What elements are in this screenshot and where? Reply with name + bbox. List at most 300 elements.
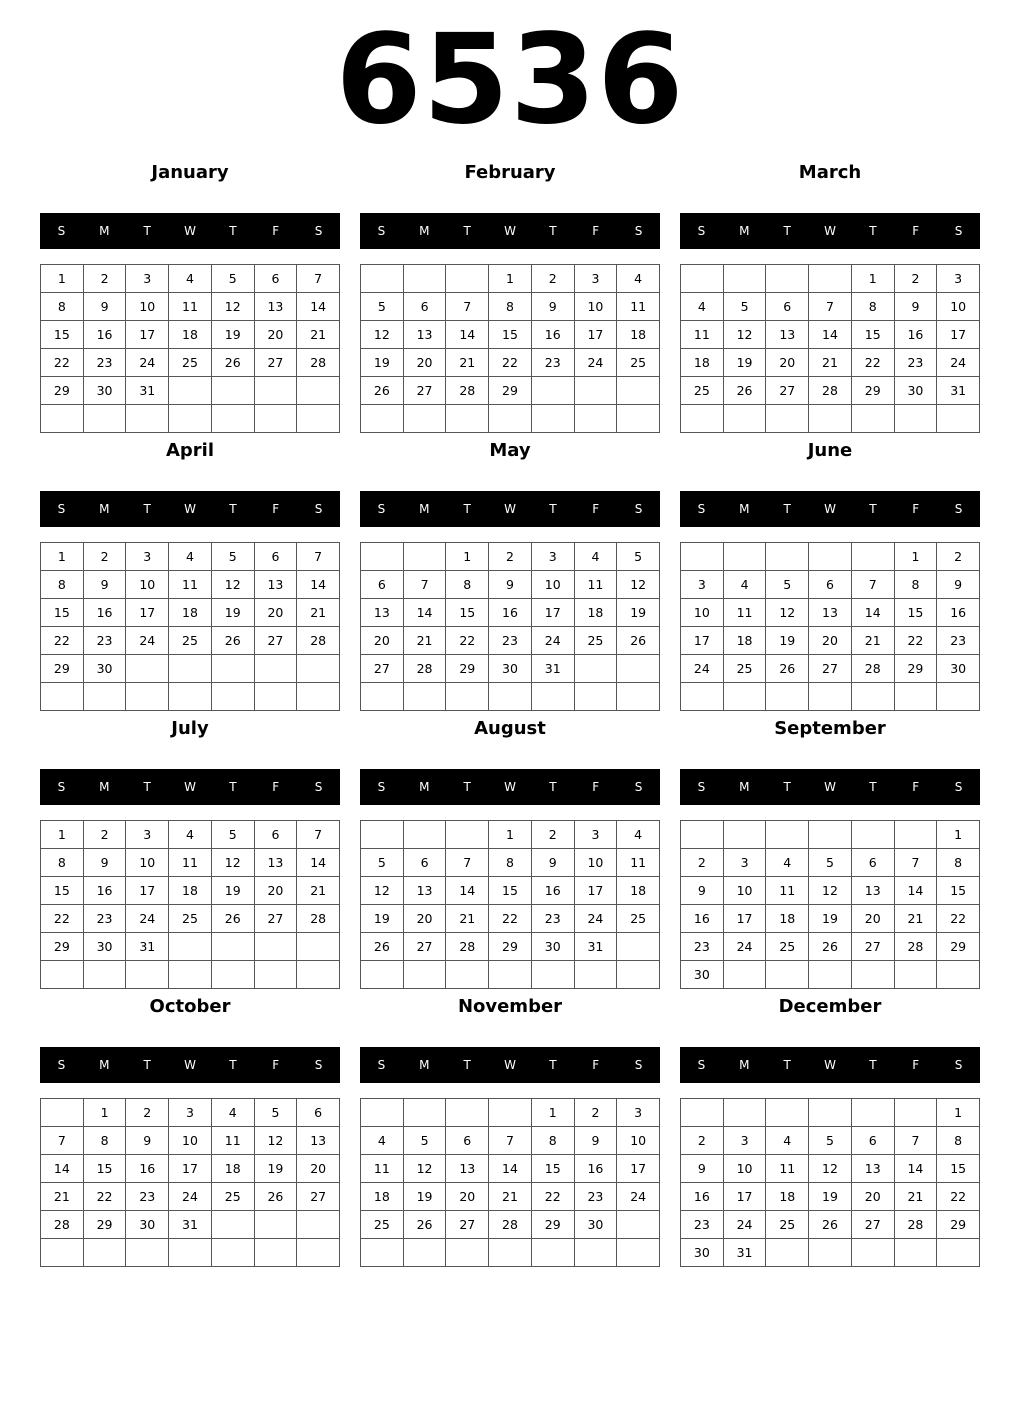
day-cell: 14: [895, 877, 938, 905]
weekday-label: S: [697, 780, 706, 794]
weekday-label: S: [314, 224, 323, 238]
day-cell: 4: [575, 543, 618, 571]
day-cell: [361, 1239, 404, 1267]
day-cell: 18: [681, 349, 724, 377]
day-cell: 7: [446, 849, 489, 877]
day-cell: 26: [361, 377, 404, 405]
day-cell: 24: [724, 1211, 767, 1239]
weekday-label: F: [272, 502, 280, 516]
day-cell: [681, 683, 724, 711]
day-cell: 23: [575, 1183, 618, 1211]
day-cell: 3: [126, 265, 169, 293]
day-cell: 15: [489, 321, 532, 349]
day-cell: [724, 1099, 767, 1127]
day-grid: [680, 264, 980, 433]
day-cell: 1: [41, 821, 84, 849]
day-cell: 10: [532, 571, 575, 599]
day-cell: 19: [212, 877, 255, 905]
day-cell: [852, 1099, 895, 1127]
day-cell: [724, 405, 767, 433]
weekday-label: S: [634, 224, 643, 238]
weekday-label: T: [783, 780, 791, 794]
day-cell: 28: [446, 933, 489, 961]
weekday-label: T: [143, 502, 151, 516]
day-cell: [41, 961, 84, 989]
weekday-label: S: [954, 224, 963, 238]
day-cell: 26: [361, 933, 404, 961]
day-cell: [766, 1099, 809, 1127]
month-name: July: [171, 718, 209, 739]
day-cell: [126, 1239, 169, 1267]
day-cell: [84, 961, 127, 989]
day-grid: [40, 542, 340, 711]
day-cell: 21: [809, 349, 852, 377]
day-cell: 12: [617, 571, 660, 599]
day-cell: 25: [617, 905, 660, 933]
day-cell: [255, 961, 298, 989]
day-cell: 31: [532, 655, 575, 683]
day-cell: [255, 1239, 298, 1267]
weekday-label: S: [954, 780, 963, 794]
weekday-label: W: [184, 780, 196, 794]
day-cell: [361, 543, 404, 571]
day-cell: 22: [84, 1183, 127, 1211]
weekday-label: T: [463, 780, 471, 794]
day-cell: [681, 405, 724, 433]
day-cell: 14: [446, 877, 489, 905]
day-cell: [575, 405, 618, 433]
weekday-header: [360, 769, 660, 805]
month-name: January: [151, 162, 229, 183]
day-cell: 29: [852, 377, 895, 405]
weekday-label: T: [143, 224, 151, 238]
day-cell: [126, 405, 169, 433]
day-cell: 8: [895, 571, 938, 599]
day-cell: 10: [724, 1155, 767, 1183]
day-cell: 3: [532, 543, 575, 571]
day-cell: 8: [489, 849, 532, 877]
day-cell: [895, 683, 938, 711]
day-cell: [809, 683, 852, 711]
day-cell: 1: [446, 543, 489, 571]
day-cell: 24: [724, 933, 767, 961]
weekday-label: S: [634, 1058, 643, 1072]
day-cell: 21: [297, 877, 340, 905]
day-cell: 21: [895, 1183, 938, 1211]
day-cell: 22: [489, 349, 532, 377]
month-september: [680, 716, 980, 989]
weekday-label: F: [272, 1058, 280, 1072]
day-cell: 29: [446, 655, 489, 683]
day-cell: [724, 961, 767, 989]
day-cell: 18: [169, 321, 212, 349]
day-cell: 30: [895, 377, 938, 405]
day-cell: [404, 821, 447, 849]
day-cell: [446, 1099, 489, 1127]
day-cell: 5: [404, 1127, 447, 1155]
day-cell: 9: [84, 849, 127, 877]
day-cell: 12: [809, 877, 852, 905]
day-cell: 13: [809, 599, 852, 627]
day-cell: 5: [212, 821, 255, 849]
day-cell: 19: [404, 1183, 447, 1211]
day-cell: 12: [404, 1155, 447, 1183]
day-cell: 25: [361, 1211, 404, 1239]
day-cell: 25: [169, 905, 212, 933]
day-cell: 15: [532, 1155, 575, 1183]
day-cell: 1: [937, 821, 980, 849]
day-cell: 2: [84, 543, 127, 571]
day-cell: [852, 821, 895, 849]
day-cell: 27: [446, 1211, 489, 1239]
day-cell: 29: [489, 377, 532, 405]
day-cell: [255, 933, 298, 961]
day-cell: 15: [41, 877, 84, 905]
day-cell: 25: [575, 627, 618, 655]
day-cell: 8: [532, 1127, 575, 1155]
day-cell: 16: [895, 321, 938, 349]
day-cell: [895, 1099, 938, 1127]
day-cell: [532, 377, 575, 405]
day-cell: [255, 405, 298, 433]
day-cell: 22: [41, 627, 84, 655]
day-cell: 15: [489, 877, 532, 905]
day-cell: 24: [169, 1183, 212, 1211]
day-cell: 20: [255, 599, 298, 627]
day-cell: 4: [681, 293, 724, 321]
day-cell: [212, 405, 255, 433]
day-cell: 31: [126, 933, 169, 961]
day-cell: 29: [41, 377, 84, 405]
day-cell: [617, 1211, 660, 1239]
day-cell: 5: [361, 293, 404, 321]
weekday-label: W: [504, 502, 516, 516]
day-cell: 6: [446, 1127, 489, 1155]
day-cell: 23: [489, 627, 532, 655]
day-cell: 24: [575, 905, 618, 933]
day-cell: [41, 683, 84, 711]
day-grid: [680, 1098, 980, 1267]
day-cell: 21: [297, 599, 340, 627]
day-cell: 13: [255, 293, 298, 321]
day-cell: 23: [84, 905, 127, 933]
day-cell: 4: [617, 265, 660, 293]
day-cell: [297, 377, 340, 405]
day-cell: 15: [937, 877, 980, 905]
day-cell: [937, 961, 980, 989]
day-cell: 1: [84, 1099, 127, 1127]
day-cell: 27: [255, 905, 298, 933]
month-june: [680, 438, 980, 711]
day-cell: 11: [724, 599, 767, 627]
day-cell: 27: [404, 933, 447, 961]
day-cell: 21: [297, 321, 340, 349]
weekday-label: T: [463, 502, 471, 516]
day-cell: [724, 821, 767, 849]
day-cell: [489, 405, 532, 433]
weekday-label: F: [912, 502, 920, 516]
day-cell: [446, 1239, 489, 1267]
day-cell: 12: [361, 877, 404, 905]
day-cell: 26: [212, 905, 255, 933]
weekday-label: M: [99, 1058, 110, 1072]
day-grid: [40, 1098, 340, 1267]
day-cell: [404, 961, 447, 989]
day-cell: 19: [809, 1183, 852, 1211]
day-cell: [766, 405, 809, 433]
day-grid: [360, 820, 660, 989]
day-cell: 11: [169, 849, 212, 877]
weekday-header: [680, 213, 980, 249]
day-cell: 21: [446, 349, 489, 377]
day-cell: 16: [489, 599, 532, 627]
day-cell: [404, 1239, 447, 1267]
day-cell: [255, 1211, 298, 1239]
day-cell: 3: [617, 1099, 660, 1127]
day-cell: 14: [446, 321, 489, 349]
day-cell: [532, 683, 575, 711]
day-cell: [937, 1239, 980, 1267]
day-cell: 3: [169, 1099, 212, 1127]
day-cell: 2: [681, 1127, 724, 1155]
day-cell: 2: [681, 849, 724, 877]
day-cell: [852, 683, 895, 711]
day-cell: 26: [212, 627, 255, 655]
day-cell: 10: [126, 849, 169, 877]
day-cell: 15: [41, 599, 84, 627]
day-cell: 7: [895, 849, 938, 877]
day-cell: [895, 821, 938, 849]
day-cell: 20: [852, 905, 895, 933]
day-cell: [255, 655, 298, 683]
day-cell: 12: [212, 849, 255, 877]
day-cell: 20: [361, 627, 404, 655]
day-cell: 23: [532, 905, 575, 933]
weekday-label: S: [634, 502, 643, 516]
day-cell: 13: [255, 571, 298, 599]
day-cell: 28: [489, 1211, 532, 1239]
day-cell: 8: [937, 1127, 980, 1155]
weekday-label: W: [824, 224, 836, 238]
day-cell: 16: [126, 1155, 169, 1183]
day-grid: [40, 820, 340, 989]
day-cell: 27: [766, 377, 809, 405]
day-cell: 22: [937, 905, 980, 933]
day-cell: [297, 655, 340, 683]
day-cell: [297, 1239, 340, 1267]
day-cell: [446, 405, 489, 433]
weekday-label: T: [549, 502, 557, 516]
day-cell: 9: [895, 293, 938, 321]
day-cell: 25: [766, 933, 809, 961]
day-cell: [852, 543, 895, 571]
day-cell: 23: [84, 349, 127, 377]
weekday-label: S: [57, 502, 66, 516]
day-cell: [212, 933, 255, 961]
day-cell: [766, 683, 809, 711]
day-cell: 24: [617, 1183, 660, 1211]
weekday-label: T: [463, 224, 471, 238]
day-cell: 22: [852, 349, 895, 377]
weekday-label: T: [869, 502, 877, 516]
day-cell: 1: [937, 1099, 980, 1127]
day-cell: 28: [895, 933, 938, 961]
day-cell: 13: [446, 1155, 489, 1183]
day-cell: 6: [852, 849, 895, 877]
day-cell: [809, 961, 852, 989]
day-cell: 30: [575, 1211, 618, 1239]
weekday-label: T: [143, 1058, 151, 1072]
day-cell: [617, 1239, 660, 1267]
day-cell: 17: [724, 905, 767, 933]
day-cell: 23: [681, 1211, 724, 1239]
day-cell: [895, 405, 938, 433]
day-cell: [617, 655, 660, 683]
day-cell: [297, 1211, 340, 1239]
day-cell: [575, 1239, 618, 1267]
day-cell: [532, 1239, 575, 1267]
day-cell: 8: [852, 293, 895, 321]
day-cell: 26: [724, 377, 767, 405]
month-october: [40, 994, 340, 1267]
day-cell: 19: [212, 321, 255, 349]
weekday-header: [40, 769, 340, 805]
weekday-header: [360, 491, 660, 527]
weekday-label: S: [634, 780, 643, 794]
day-cell: [255, 377, 298, 405]
day-cell: 2: [84, 265, 127, 293]
weekday-label: T: [783, 1058, 791, 1072]
day-cell: [681, 1099, 724, 1127]
day-cell: 11: [766, 1155, 809, 1183]
day-cell: 9: [532, 849, 575, 877]
day-cell: 7: [446, 293, 489, 321]
day-cell: [446, 265, 489, 293]
day-cell: 30: [84, 655, 127, 683]
day-cell: 7: [852, 571, 895, 599]
day-cell: 16: [84, 321, 127, 349]
day-cell: 14: [809, 321, 852, 349]
day-cell: 3: [575, 265, 618, 293]
day-cell: 18: [169, 877, 212, 905]
day-cell: [169, 683, 212, 711]
day-cell: 18: [617, 321, 660, 349]
weekday-header: [680, 491, 980, 527]
day-cell: 1: [532, 1099, 575, 1127]
day-cell: 17: [937, 321, 980, 349]
day-cell: 14: [297, 293, 340, 321]
day-cell: 14: [297, 849, 340, 877]
day-cell: 4: [724, 571, 767, 599]
day-cell: 26: [809, 933, 852, 961]
weekday-label: W: [504, 1058, 516, 1072]
day-cell: [446, 961, 489, 989]
day-cell: 20: [809, 627, 852, 655]
day-cell: 30: [681, 961, 724, 989]
weekday-label: S: [57, 224, 66, 238]
weekday-label: S: [377, 780, 386, 794]
day-cell: [575, 377, 618, 405]
day-cell: 18: [575, 599, 618, 627]
day-cell: 5: [212, 543, 255, 571]
day-cell: 25: [169, 627, 212, 655]
day-cell: 16: [937, 599, 980, 627]
day-cell: 24: [126, 349, 169, 377]
month-name: June: [807, 440, 853, 461]
day-cell: 8: [84, 1127, 127, 1155]
month-name: August: [474, 718, 546, 739]
day-cell: 28: [895, 1211, 938, 1239]
day-cell: [212, 961, 255, 989]
day-cell: 31: [724, 1239, 767, 1267]
day-cell: [169, 405, 212, 433]
day-cell: 3: [126, 543, 169, 571]
day-cell: 18: [361, 1183, 404, 1211]
weekday-label: T: [229, 224, 237, 238]
day-cell: 10: [575, 293, 618, 321]
day-cell: 26: [404, 1211, 447, 1239]
day-cell: 19: [212, 599, 255, 627]
day-cell: [532, 405, 575, 433]
day-cell: 1: [489, 821, 532, 849]
day-cell: 24: [126, 905, 169, 933]
day-cell: 27: [255, 627, 298, 655]
day-cell: 8: [41, 849, 84, 877]
day-cell: 10: [126, 293, 169, 321]
day-cell: 20: [297, 1155, 340, 1183]
month-november: [360, 994, 660, 1267]
month-december: [680, 994, 980, 1267]
day-cell: 11: [766, 877, 809, 905]
day-cell: 4: [212, 1099, 255, 1127]
weekday-label: T: [869, 1058, 877, 1072]
day-cell: [361, 405, 404, 433]
day-cell: [895, 1239, 938, 1267]
day-cell: 7: [297, 543, 340, 571]
month-january: [40, 160, 340, 433]
day-cell: [575, 683, 618, 711]
day-cell: [852, 405, 895, 433]
day-cell: 28: [404, 655, 447, 683]
day-cell: 4: [169, 265, 212, 293]
day-cell: 29: [489, 933, 532, 961]
day-cell: 19: [361, 905, 404, 933]
day-cell: 4: [169, 543, 212, 571]
day-cell: 12: [809, 1155, 852, 1183]
day-cell: 5: [255, 1099, 298, 1127]
day-cell: [212, 683, 255, 711]
day-cell: 6: [297, 1099, 340, 1127]
month-april: [40, 438, 340, 711]
day-cell: 28: [297, 627, 340, 655]
month-july: [40, 716, 340, 989]
day-cell: [404, 405, 447, 433]
day-cell: 10: [575, 849, 618, 877]
weekday-header: [360, 1047, 660, 1083]
day-cell: 20: [852, 1183, 895, 1211]
day-cell: 6: [852, 1127, 895, 1155]
day-cell: 13: [255, 849, 298, 877]
day-cell: [84, 405, 127, 433]
day-cell: [255, 683, 298, 711]
day-cell: [361, 1099, 404, 1127]
day-cell: [361, 821, 404, 849]
day-cell: 1: [895, 543, 938, 571]
day-cell: 9: [575, 1127, 618, 1155]
day-cell: 17: [681, 627, 724, 655]
day-cell: 9: [681, 877, 724, 905]
month-march: [680, 160, 980, 433]
